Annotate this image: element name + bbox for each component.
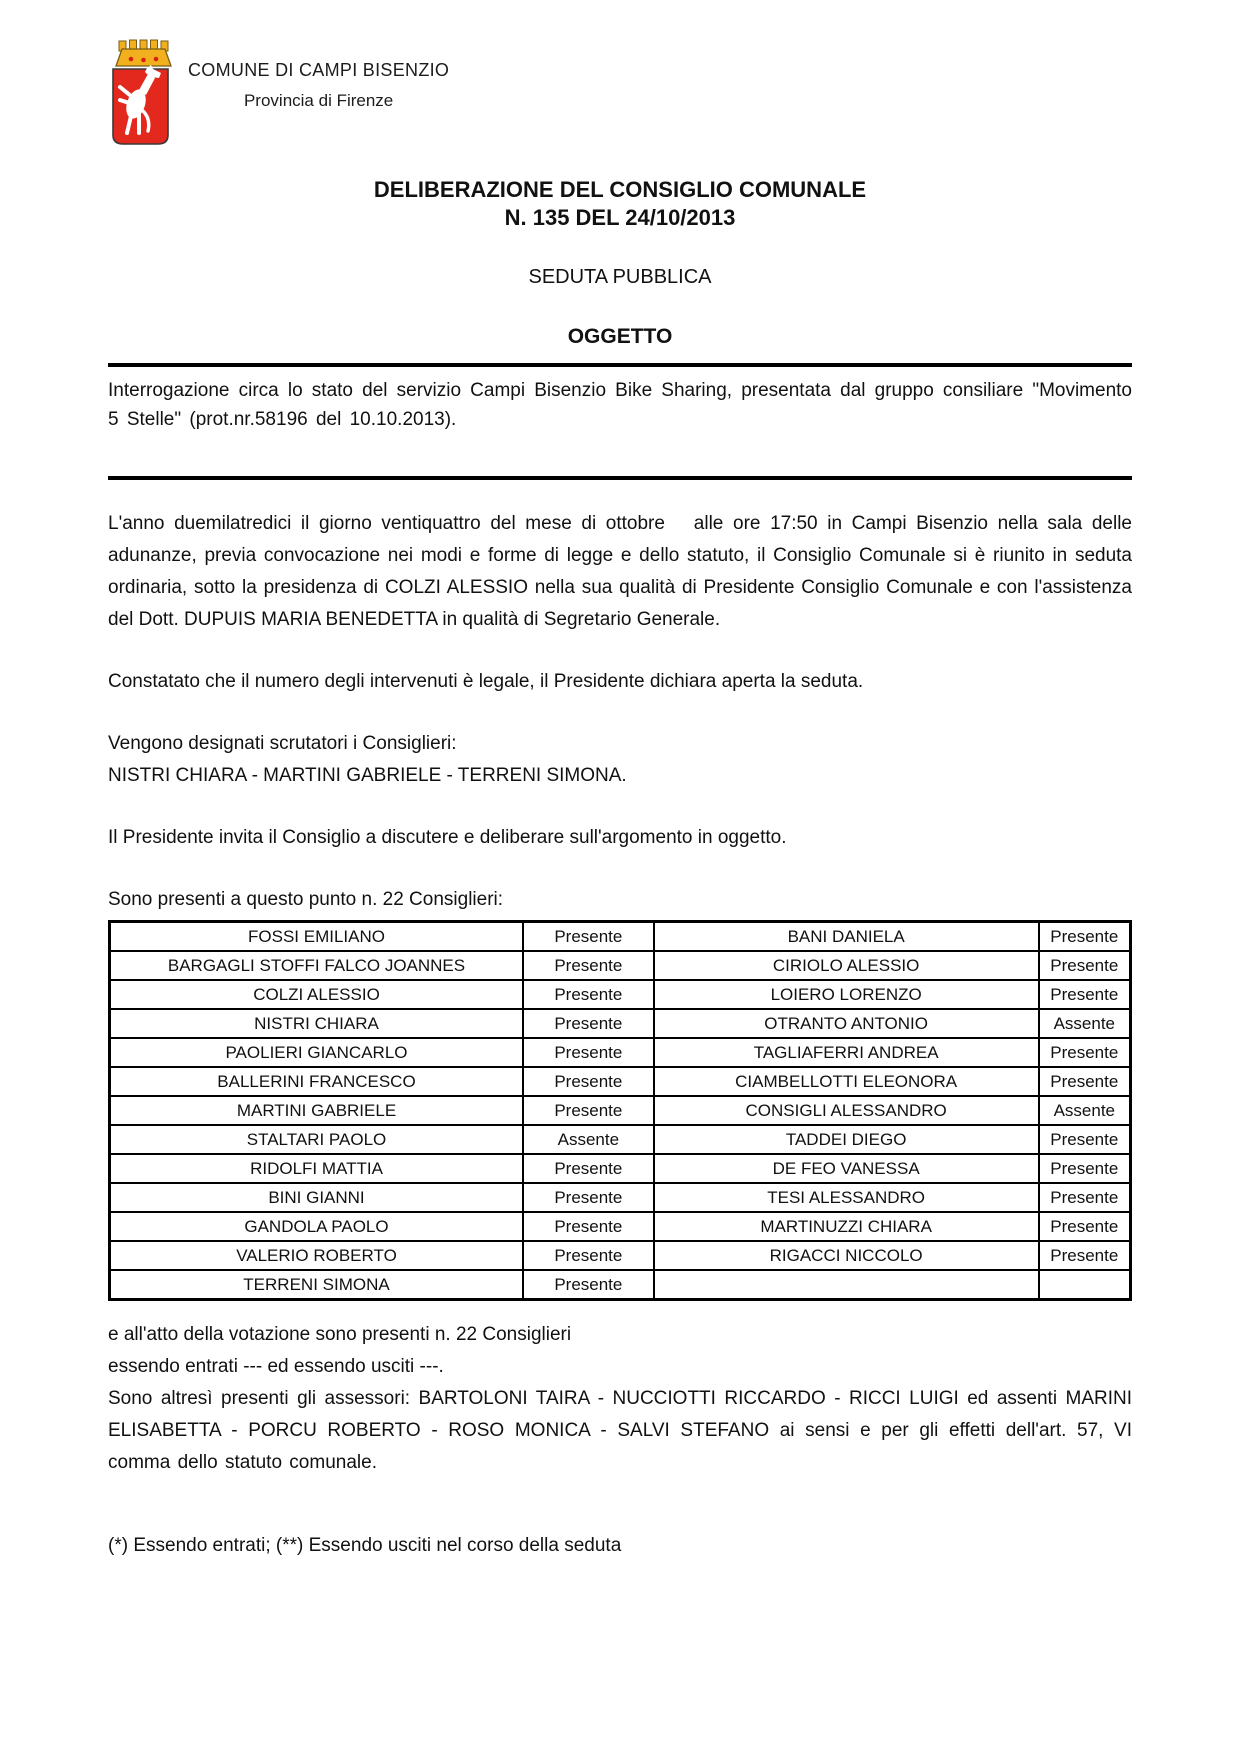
table-row: [110, 922, 1131, 952]
attendance-status-cell: Presente: [523, 1096, 654, 1125]
councilor-name-cell: MARTINI GABRIELE: [110, 1096, 524, 1125]
councilor-name-cell: PAOLIERI GIANCARLO: [110, 1038, 524, 1067]
province-name: Provincia di Firenze: [243, 91, 394, 110]
table-row: [110, 1241, 1131, 1270]
councilor-name-cell: CIAMBELLOTTI ELEONORA: [654, 1067, 1039, 1096]
attendance-status-cell: Presente: [523, 1067, 654, 1096]
councilor-name-cell: RIDOLFI MATTIA: [110, 1154, 524, 1183]
attendance-status-cell: Presente: [1039, 1212, 1131, 1241]
attendance-status-cell: Presente: [523, 1154, 654, 1183]
scrutineers-names: NISTRI CHIARA - MARTINI GABRIELE - TERRENI SIMONA.: [108, 765, 627, 786]
councilor-name-cell: NISTRI CHIARA: [110, 1009, 524, 1038]
table-row: [110, 1067, 1131, 1096]
subject-text: Interrogazione circa lo stato del servizio Campi Bisenzio Bike Sharing, presentata dal gruppo consiliare "Movimento 5 Stelle" (prot.nr.58196 del 10.10.2013).: [108, 380, 1132, 430]
attendance-status-cell: Presente: [523, 1038, 654, 1067]
attendance-status-cell: Presente: [523, 951, 654, 980]
attendance-status-cell: Presente: [1039, 951, 1131, 980]
scrutineers-intro: Vengono designati scrutatori i Consiglieri:: [108, 733, 457, 754]
table-row: [110, 980, 1131, 1009]
councilor-name-cell: VALERIO ROBERTO: [110, 1241, 524, 1270]
attendance-status-cell: Presente: [523, 922, 654, 952]
document-title-line1: DELIBERAZIONE DEL CONSIGLIO COMUNALE: [373, 177, 867, 202]
header-text-block: [188, 38, 449, 111]
councilor-name-cell: STALTARI PAOLO: [110, 1125, 524, 1154]
attendance-status-cell: Assente: [523, 1125, 654, 1154]
councilor-name-cell: CIRIOLO ALESSIO: [654, 951, 1039, 980]
attendance-table-body: [110, 922, 1131, 1300]
councilor-name-cell: BARGAGLI STOFFI FALCO JOANNES: [110, 951, 524, 980]
quorum-paragraph: Constatato che il numero degli intervenuti è legale, il Presidente dichiara aperta la seduta.: [108, 671, 864, 692]
title-block: [108, 176, 1132, 349]
subject-divider-top: [108, 363, 1132, 367]
attendance-status-cell: Presente: [1039, 980, 1131, 1009]
attendance-status-cell: Presente: [1039, 1125, 1131, 1154]
councilor-name-cell: FOSSI EMILIANO: [110, 922, 524, 952]
attendance-status-cell: [1039, 1270, 1131, 1300]
subject-heading: OGGETTO: [567, 325, 673, 348]
votation-line: e all'atto della votazione sono presenti n. 22 Consiglieri: [108, 1324, 572, 1345]
councilor-name-cell: COLZI ALESSIO: [110, 980, 524, 1009]
attendance-status-cell: Presente: [523, 1212, 654, 1241]
attendance-status-cell: Presente: [1039, 922, 1131, 952]
invite-paragraph: Il Presidente invita il Consiglio a discutere e deliberare sull'argomento in oggetto.: [108, 827, 787, 848]
attendance-status-cell: Presente: [523, 980, 654, 1009]
attendance-status-cell: Presente: [1039, 1038, 1131, 1067]
attendance-intro: Sono presenti a questo punto n. 22 Consiglieri:: [108, 889, 504, 910]
table-row: [110, 951, 1131, 980]
subject-divider-bottom: [108, 476, 1132, 480]
attendance-status-cell: Assente: [1039, 1096, 1131, 1125]
attendance-status-cell: Presente: [1039, 1183, 1131, 1212]
footnote-line: (*) Essendo entrati; (**) Essendo usciti nel corso della seduta: [108, 1535, 622, 1556]
councilor-name-cell: CONSIGLI ALESSANDRO: [654, 1096, 1039, 1125]
attendance-status-cell: Presente: [1039, 1067, 1131, 1096]
table-row: [110, 1125, 1131, 1154]
councilor-name-cell: BINI GIANNI: [110, 1183, 524, 1212]
table-row: [110, 1183, 1131, 1212]
councilor-name-cell: [654, 1270, 1039, 1300]
table-row: [110, 1212, 1131, 1241]
attendance-status-cell: Presente: [523, 1270, 654, 1300]
councilor-name-cell: TESI ALESSANDRO: [654, 1183, 1039, 1212]
attendance-status-cell: Presente: [1039, 1154, 1131, 1183]
document-header: [108, 38, 1132, 146]
table-row: [110, 1154, 1131, 1183]
shield-icon: [113, 65, 168, 144]
table-row: [110, 1038, 1131, 1067]
table-row: [110, 1270, 1131, 1300]
councilor-name-cell: TAGLIAFERRI ANDREA: [654, 1038, 1039, 1067]
campi-bisenzio-coat-of-arms-icon: [108, 38, 172, 146]
table-row: [110, 1009, 1131, 1038]
councilor-name-cell: TADDEI DIEGO: [654, 1125, 1039, 1154]
attendance-status-cell: Presente: [1039, 1241, 1131, 1270]
entered-exited-line: essendo entrati --- ed essendo usciti ---.: [108, 1356, 444, 1377]
councilor-name-cell: BANI DANIELA: [654, 922, 1039, 952]
attendance-status-cell: Presente: [523, 1009, 654, 1038]
councilor-name-cell: GANDOLA PAOLO: [110, 1212, 524, 1241]
crown-icon: [116, 40, 171, 66]
councilor-name-cell: BALLERINI FRANCESCO: [110, 1067, 524, 1096]
attendance-status-cell: Presente: [523, 1241, 654, 1270]
session-type-label: SEDUTA PUBBLICA: [528, 266, 712, 288]
attendance-status-cell: Presente: [523, 1183, 654, 1212]
municipality-name: COMUNE DI CAMPI BISENZIO: [188, 60, 450, 80]
attendance-status-cell: Assente: [1039, 1009, 1131, 1038]
document-title-line2: N. 135 DEL 24/10/2013: [504, 205, 736, 230]
table-row: [110, 1096, 1131, 1125]
closing-block: [108, 1319, 1132, 1479]
councilor-name-cell: LOIERO LORENZO: [654, 980, 1039, 1009]
councilor-name-cell: OTRANTO ANTONIO: [654, 1009, 1039, 1038]
councilor-name-cell: DE FEO VANESSA: [654, 1154, 1039, 1183]
attendance-table: [108, 920, 1132, 1301]
councilor-name-cell: MARTINUZZI CHIARA: [654, 1212, 1039, 1241]
scrutineers-block: [108, 728, 1132, 792]
councilor-name-cell: RIGACCI NICCOLO: [654, 1241, 1039, 1270]
assessors-paragraph: Sono altresì presenti gli assessori: BARTOLONI TAIRA - NUCCIOTTI RICCARDO - RICCI LUIGI ed assenti MARINI ELISABETTA - PORCU ROBERTO - ROSO MONICA - SALVI STEFANO ai sensi e per gli effetti dell'art. 57, VI comma dello statuto comunale.: [108, 1388, 1132, 1473]
councilor-name-cell: TERRENI SIMONA: [110, 1270, 524, 1300]
opening-paragraph: L'anno duemilatredici il giorno ventiquattro del mese di ottobre alle ore 17:50 in Campi Bisenzio nella sala delle adunanze, previa convocazione nei modi e forme di legge e dello statuto, il Consiglio Comunale si è riunito in seduta ordinaria, sotto la presidenza di COLZI ALESSIO nella sua qualità di Presidente Consiglio Comunale e con l'assistenza del Dott. DUPUIS MARIA BENEDETTA in qualità di Segretario Generale.: [108, 513, 1132, 630]
